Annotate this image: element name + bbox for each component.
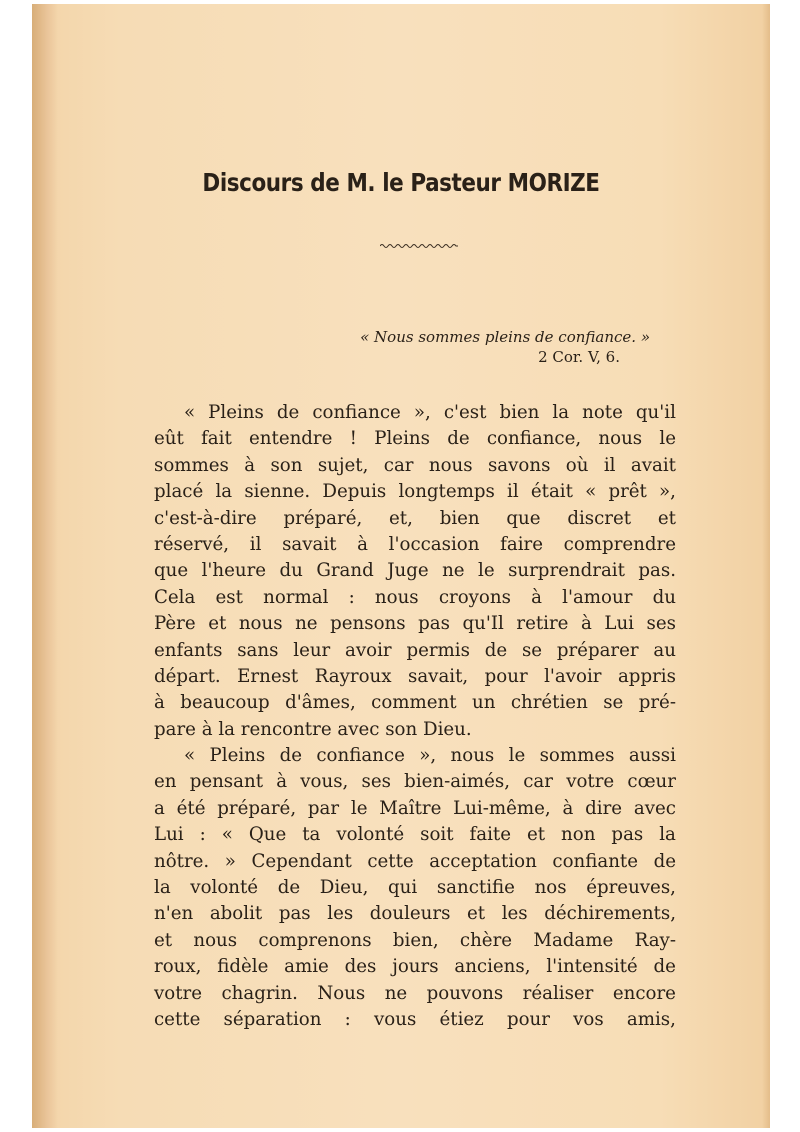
word: confiante [552, 850, 638, 872]
text-line [154, 638, 676, 664]
text-line [154, 796, 676, 822]
word: de [277, 877, 301, 899]
book-page [32, 4, 770, 1128]
word: retire [516, 613, 569, 635]
word: Pleins [374, 428, 430, 450]
text-line [154, 558, 676, 584]
word: nôtre. [154, 850, 210, 872]
word: pas [278, 903, 311, 925]
word: a [154, 797, 165, 819]
word: l'amour [562, 586, 633, 608]
word: roux, [154, 956, 202, 978]
word: « [221, 824, 233, 846]
text-line [154, 506, 676, 532]
word: les [501, 903, 528, 925]
word: vos [573, 1008, 604, 1030]
word: son [270, 454, 303, 476]
word: pas [418, 613, 450, 635]
word: se [521, 639, 543, 661]
word: Grand [316, 560, 374, 582]
word: Ray- [634, 929, 676, 951]
word: Ernest [237, 665, 299, 687]
word: « [184, 402, 196, 423]
word: déchirements, [544, 903, 676, 925]
word: à [581, 613, 592, 635]
word: Depuis [322, 481, 387, 503]
word: était [530, 481, 573, 503]
word: cette [154, 1008, 201, 1030]
word: pour [506, 1008, 550, 1030]
word: et [208, 613, 227, 635]
word: Lui-même, [453, 797, 551, 819]
word: réaliser [522, 982, 594, 1004]
word: épreuves, [586, 877, 676, 899]
word: », [413, 402, 431, 423]
word: un [471, 692, 496, 714]
word: cette [367, 850, 414, 872]
word: à [154, 692, 165, 714]
word: Nous [317, 982, 366, 1004]
word: ne [295, 613, 318, 635]
word: eût [154, 428, 184, 450]
word: normal [263, 586, 329, 608]
text-line [154, 453, 676, 479]
word: soit [420, 824, 454, 846]
word: », [659, 481, 676, 503]
word: bien-aimés, [404, 771, 511, 793]
word: de [484, 639, 508, 661]
word: surprendrait [508, 560, 625, 582]
word: : [344, 1008, 351, 1030]
word: le [508, 745, 526, 767]
word: sommes [539, 745, 615, 767]
word: d'âmes, [285, 692, 356, 714]
word: faite [469, 824, 511, 846]
word: de [447, 428, 470, 450]
word: votre [154, 982, 202, 1004]
word: Juge [387, 560, 429, 582]
word: Madame [533, 929, 614, 951]
word: savons [487, 454, 551, 476]
word: prêt [608, 481, 647, 503]
word: l'intensité [546, 956, 638, 978]
word: à [244, 454, 256, 476]
word: », [419, 745, 437, 767]
word: leur [293, 639, 331, 661]
word: car [523, 771, 553, 793]
word: car [383, 454, 414, 476]
text-line [154, 901, 676, 927]
text-line [154, 743, 676, 769]
word: pensant [189, 771, 264, 793]
text-line [154, 664, 676, 690]
word: confiance [316, 745, 405, 767]
text-line: pare à la rencontre avec son Dieu. [154, 718, 472, 740]
word: nous [450, 745, 495, 767]
word: fidèle [217, 956, 269, 978]
word: du [279, 560, 303, 582]
word: avoir [345, 639, 392, 661]
word: c'est [443, 402, 487, 423]
text-line [154, 400, 676, 426]
word: chère [459, 929, 513, 951]
word: ses [361, 771, 391, 793]
word: sans [237, 639, 279, 661]
word: nous [238, 613, 283, 635]
word: il [249, 533, 262, 555]
text-line [154, 928, 676, 954]
word: confiance [312, 402, 401, 423]
word: n'en [154, 903, 194, 925]
word: de [653, 956, 676, 978]
word: Rayroux [314, 665, 392, 687]
word: départ. [154, 665, 221, 687]
epigraph-reference: 2 Cor. V, 6. [538, 348, 620, 366]
word: qu'il [635, 402, 676, 423]
word: fait [201, 428, 232, 450]
word: anciens, [454, 956, 531, 978]
word: comprenons [258, 929, 372, 951]
word: où [565, 454, 589, 476]
word: nous [193, 929, 238, 951]
word: les [327, 903, 354, 925]
word: avait [630, 454, 676, 476]
word: bien [439, 507, 480, 529]
word: du [652, 586, 676, 608]
word: préparer [556, 639, 639, 661]
word: enfants [154, 639, 223, 661]
word: pouvons [426, 982, 504, 1004]
word: non [561, 824, 596, 846]
word: Dieu, [319, 877, 369, 899]
page-binding-shadow [32, 4, 58, 1128]
word: se [603, 692, 624, 714]
word: à [276, 771, 288, 793]
word: il [507, 481, 519, 503]
word: le [478, 560, 495, 582]
word: Cependant [251, 850, 352, 872]
word: vous [374, 1008, 417, 1030]
word: et [154, 929, 173, 951]
word: préparé, [283, 507, 363, 529]
word: qu'Il [462, 613, 504, 635]
word: ne [442, 560, 465, 582]
word: le [659, 428, 676, 450]
text-line [154, 690, 676, 716]
word: amie [284, 956, 329, 978]
word: « [184, 745, 196, 767]
word: de [279, 745, 302, 767]
word: douleurs [369, 903, 451, 925]
word: Lui [154, 824, 184, 846]
word: Père [154, 613, 196, 635]
word: est [215, 586, 243, 608]
word: » [224, 850, 236, 872]
word: croyons [438, 586, 511, 608]
word: vous, [300, 771, 349, 793]
word: Maître [379, 797, 442, 819]
word: comprendre [563, 533, 676, 555]
word: bien, [392, 929, 439, 951]
word: « [585, 481, 597, 503]
word: et [657, 507, 676, 529]
word: nous [598, 428, 643, 450]
word: par [307, 797, 340, 819]
word: beaucoup [180, 692, 270, 714]
word: pré- [638, 692, 676, 714]
word: sanctifie [436, 877, 515, 899]
word: ta [302, 824, 321, 846]
word: de [653, 850, 676, 872]
word: cœur [627, 771, 676, 793]
word: sommes [154, 454, 229, 476]
word: pensons [330, 613, 406, 635]
word: étiez [439, 1008, 484, 1030]
word: volonté [336, 824, 405, 846]
wavy-divider-ornament [380, 242, 458, 250]
word: sienne. [244, 481, 311, 503]
word: qui [388, 877, 418, 899]
text-line [154, 954, 676, 980]
word: confiance, [486, 428, 582, 450]
word: préparé, [217, 797, 297, 819]
word: aussi [628, 745, 676, 767]
word: acceptation [429, 850, 537, 872]
word: chrétien [510, 692, 588, 714]
word: la [552, 402, 570, 423]
word: sujet, [317, 454, 369, 476]
epigraph-quote: « Nous sommes pleins de confiance. » [360, 328, 650, 346]
word: nos [534, 877, 567, 899]
word: c'est-à-dire [154, 507, 257, 529]
word: amis, [626, 1008, 676, 1030]
word: volonté [190, 877, 259, 899]
word: le [350, 797, 368, 819]
word: l'avoir [544, 665, 602, 687]
word: dire [585, 797, 623, 819]
word: séparation [223, 1008, 322, 1030]
word: que [506, 507, 541, 529]
text-line [154, 981, 676, 1007]
text-line [154, 479, 676, 505]
text-line [154, 849, 676, 875]
word: nous [374, 586, 419, 608]
text-line [154, 1007, 676, 1033]
word: : [199, 824, 206, 846]
text-line [154, 585, 676, 611]
word: et [526, 824, 546, 846]
word: longtemps [398, 481, 495, 503]
word: : [348, 586, 355, 608]
word: comment [371, 692, 457, 714]
word: Pleins [208, 402, 264, 423]
word: chagrin. [221, 982, 298, 1004]
word: jours [392, 956, 439, 978]
text-line [154, 769, 676, 795]
word: à [562, 797, 574, 819]
word: entendre [249, 428, 333, 450]
word: discret [567, 507, 632, 529]
word: ses [646, 613, 676, 635]
word: pas [611, 824, 644, 846]
word: pas. [638, 560, 676, 582]
word: Pleins [209, 745, 266, 767]
word: des [344, 956, 377, 978]
word: encore [612, 982, 676, 1004]
word: à [531, 586, 542, 608]
word: et [467, 903, 486, 925]
word: la [215, 481, 233, 503]
word: en [154, 771, 177, 793]
word: permis [406, 639, 470, 661]
page-edge [762, 4, 770, 1128]
word: été [176, 797, 206, 819]
text-line [154, 611, 676, 637]
body-text [154, 400, 676, 1033]
word: abolit [209, 903, 263, 925]
word: et, [389, 507, 413, 529]
word: savait, [408, 665, 469, 687]
word: faire [500, 533, 543, 555]
word: Que [248, 824, 287, 846]
text-line [154, 875, 676, 901]
text-line [154, 426, 676, 452]
epigraph [332, 328, 650, 366]
text-line [154, 822, 676, 848]
word: l'occasion [388, 533, 480, 555]
word: Lui [604, 613, 634, 635]
word: nous [428, 454, 473, 476]
word: Cela [154, 586, 196, 608]
word: votre [566, 771, 615, 793]
word: savait [282, 533, 337, 555]
text-line [154, 532, 676, 558]
word: la [154, 877, 171, 899]
page-title: Discours de M. le Pasteur MORIZE [202, 168, 600, 197]
word: ne [384, 982, 408, 1004]
word: ! [349, 428, 357, 450]
word: placé [154, 481, 204, 503]
word: de [276, 402, 300, 423]
word: avec [633, 797, 676, 819]
word: la [659, 824, 676, 846]
word: il [603, 454, 616, 476]
word: appris [617, 665, 676, 687]
word: que [154, 560, 189, 582]
word: bien [499, 402, 540, 423]
word: au [653, 639, 676, 661]
word: à [357, 533, 368, 555]
word: pour [484, 665, 528, 687]
word: note [582, 402, 623, 423]
word: l'heure [201, 560, 267, 582]
word: réservé, [154, 533, 230, 555]
